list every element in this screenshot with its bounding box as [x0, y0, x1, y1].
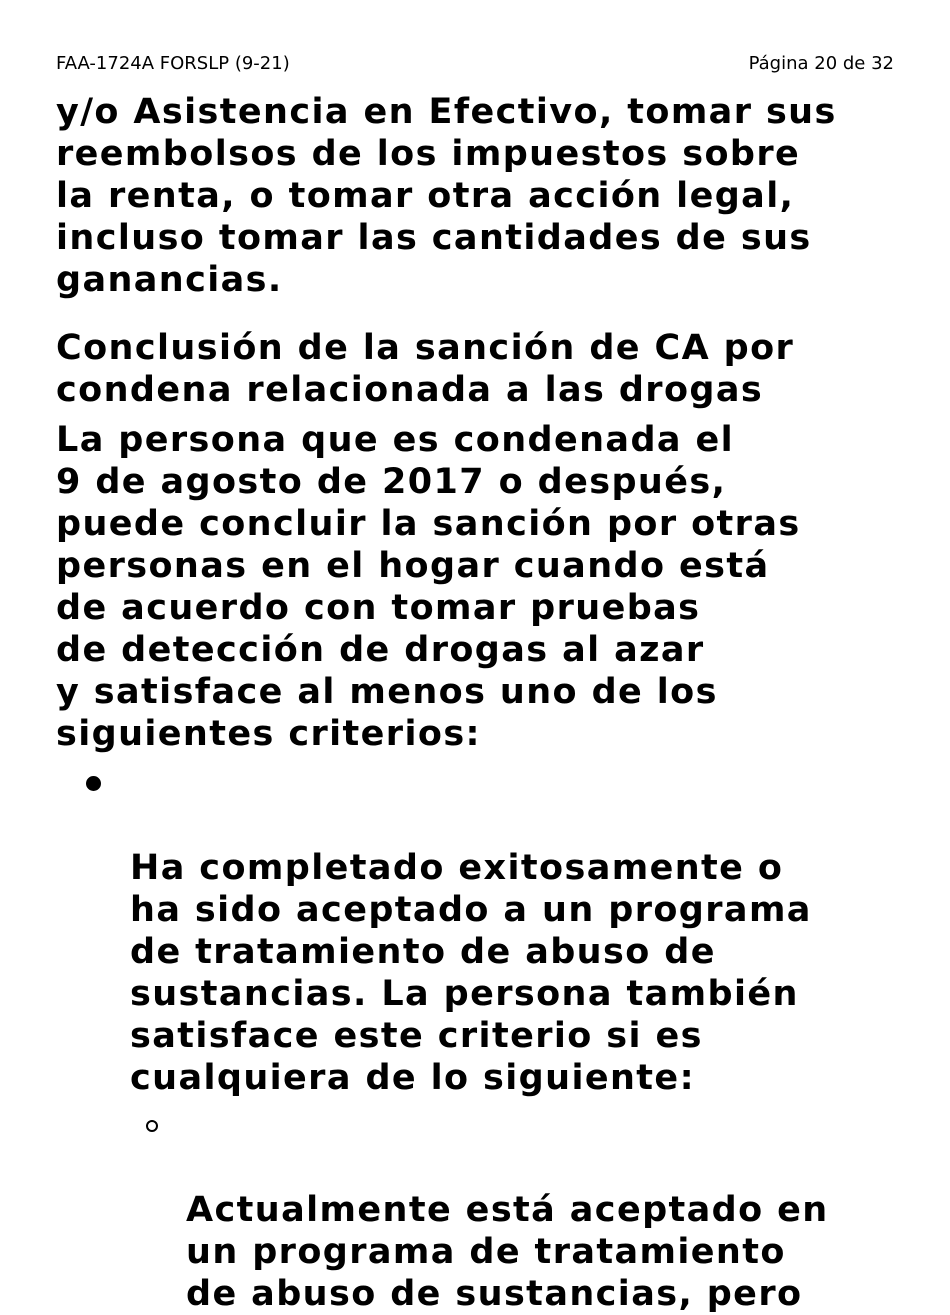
sub-bullet-item [56, 1105, 906, 1315]
bullet-item [56, 763, 906, 1099]
bullet-text: Ha completado exitosamente o ha sido aceptado a un programa de tratamiento de abuso de sustancias. La persona también satisface este criterio si es cualquiera de lo siguiente: [130, 848, 812, 1098]
section-heading: Conclusión de la sanción de CA por condena relacionada a las drogas [56, 328, 795, 410]
bullet-dot-icon [86, 776, 101, 791]
document-body [56, 91, 906, 1315]
hollow-circle-icon [146, 1120, 158, 1132]
sub-bullet-text: Actualmente está aceptado en un programa de tratamiento de abuso de sustancias, pero [186, 1190, 829, 1314]
continued-paragraph: y/o Asistencia en Efectivo, tomar sus reembolsos de los impuestos sobre la renta, o tomar otra acción legal, incluso tomar las cantidades de sus ganancias. [56, 92, 837, 300]
form-id: FAA-1724A FORSLP (9-21) [56, 53, 290, 74]
page-number: Página 20 de 32 [748, 53, 894, 74]
page-header [56, 52, 894, 76]
section-paragraph: La persona que es condenada el 9 de agosto de 2017 o después, puede concluir la sanción por otras personas en el hogar cuando está de acuerdo con tomar pruebas de detección de drogas al azar y satisface al menos uno de los siguientes criterios: [56, 420, 801, 754]
